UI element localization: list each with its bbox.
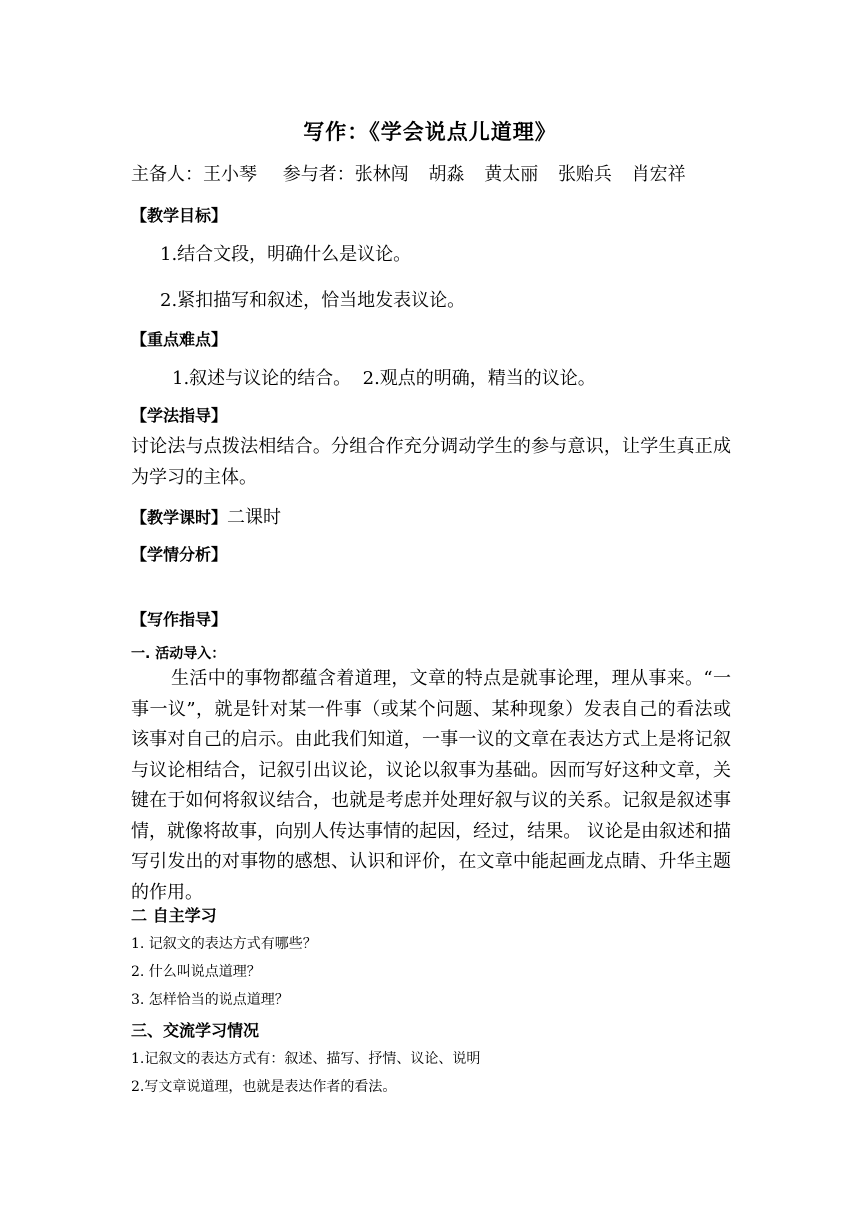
participant-name: 张贻兵 [557,164,612,185]
analysis-heading: 【学情分析】 [131,545,228,564]
periods-heading: 【教学课时】 [131,508,228,527]
self-study-item: 1. 记叙文的表达方式有哪些？ [131,936,317,952]
participant-name: 张林闯 [354,164,409,185]
method-heading: 【学法指导】 [131,406,228,425]
lead-name: 王小琴 [203,164,257,185]
self-study-heading: 二 自主学习 [131,906,217,925]
method-text: 讨论法与点拨法相结合。分组合作充分调动学生的参与意识，让学生真正成为学习的主体。 [131,436,731,488]
participants-label: 参与者： [282,164,355,185]
participant-name: 黄太丽 [484,164,539,185]
participant-name: 胡淼 [428,164,465,185]
author-line [131,160,686,186]
exchange-heading: 三、交流学习情况 [131,1021,260,1040]
self-study-item: 2. 什么叫说点道理？ [131,964,261,980]
exchange-item: 2.写文章说道理，也就是表达作者的看法。 [131,1079,397,1095]
participant-name: 肖宏祥 [631,164,686,185]
periods-value: 二课时 [227,507,282,528]
teaching-goals-heading: 【教学目标】 [131,206,228,225]
intro-paragraph: 生活中的事物都蕴含着道理，文章的特点是就事论理，理从事来。“一事一议”，就是针对某一件事（或某个问题、某种现象）发表自己的看法或该事对自己的启示。由此我们知道，一事一议的文章在表达方式上是将记叙与议论相结合，记叙引出议论，议论以叙事为基础。因而写好这种文章，关键在于如何将叙议结合，也就是考虑并处理好叙与议的关系。记叙是叙述事情，就像将故事，向别人传达事情的起因，经过，结果。 议论是由叙述和描写引发出的对事物的感想、认识和评价，在文章中能起画龙点睛、升华主题的作用。 [131,668,731,903]
intro-label: 一. 活动导入： [131,646,226,662]
document-title: 写作：《学会说点儿道理》 [303,120,557,144]
self-study-item: 3. 怎样恰当的说点道理？ [131,992,289,1008]
periods-line [131,503,281,529]
exchange-item: 1.记叙文的表达方式有：叙述、描写、抒情、议论、说明 [131,1051,481,1067]
writing-guide-heading: 【写作指导】 [131,610,228,629]
teaching-goal-item: 2.紧扣描写和叙述，恰当地发表议论。 [160,290,466,311]
teaching-goal-item: 1.结合文段，明确什么是议论。 [160,244,412,265]
key-points-text: 1.叙述与议论的结合。 2.观点的明确，精当的议论。 [172,368,596,389]
key-points-heading: 【重点难点】 [131,330,228,349]
lead-label: 主备人： [131,164,203,185]
